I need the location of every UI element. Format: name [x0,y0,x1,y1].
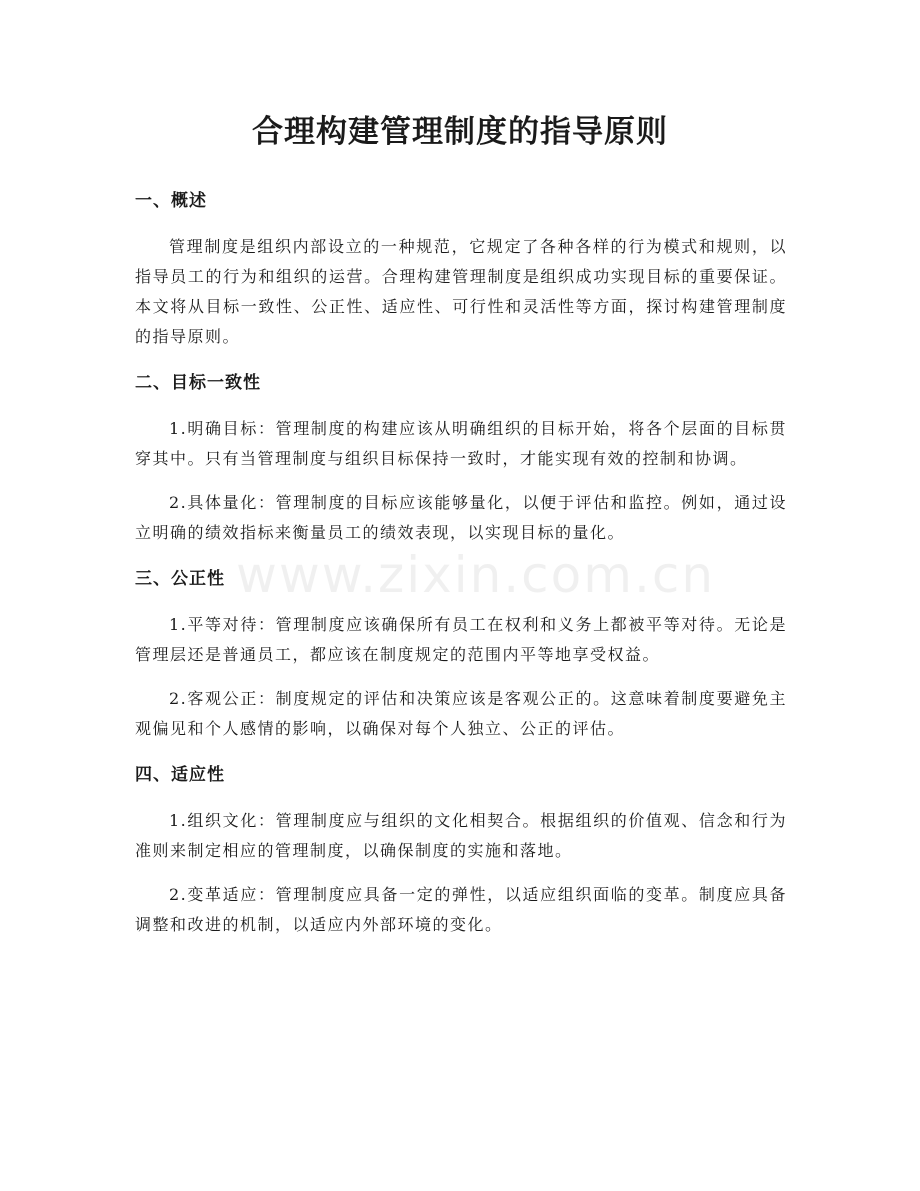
section-goal-consistency [135,366,787,548]
paragraph: 2.变革适应：管理制度应具备一定的弹性，以适应组织面临的变革。制度应具备调整和改进的机制，以适应内外部环境的变化。 [135,885,787,934]
section-heading: 四、适应性 [135,765,225,785]
paragraph: 2.具体量化：管理制度的目标应该能够量化，以便于评估和监控。例如，通过设立明确的绩效指标来衡量员工的绩效表现，以实现目标的量化。 [135,493,787,542]
paragraph: 1.平等对待：管理制度应该确保所有员工在权利和义务上都被平等对待。无论是管理层还是普通员工，都应该在制度规定的范围内平等地享受权益。 [135,615,787,664]
section-fairness [135,562,787,744]
document-title: 合理构建管理制度的指导原则 [252,114,668,150]
section-heading: 一、概述 [135,191,207,211]
paragraph: 管理制度是组织内部设立的一种规范，它规定了各种各样的行为模式和规则，以指导员工的行为和组织的运营。合理构建管理制度是组织成功实现目标的重要保证。本文将从目标一致性、公正性、适应性、可行性和灵活性等方面，探讨构建管理制度的指导原则。 [135,237,787,346]
section-overview [135,184,787,352]
document-body [135,184,787,954]
paragraph: 1.明确目标：管理制度的构建应该从明确组织的目标开始，将各个层面的目标贯穿其中。只有当管理制度与组织目标保持一致时，才能实现有效的控制和协调。 [135,419,787,468]
watermark: www.zixin.com.cn [236,546,716,604]
section-adaptability [135,758,787,940]
paragraph: 2.客观公正：制度规定的评估和决策应该是客观公正的。这意味着制度要避免主观偏见和个人感情的影响，以确保对每个人独立、公正的评估。 [135,689,787,738]
section-heading: 二、目标一致性 [135,373,261,393]
section-heading: 三、公正性 [135,569,225,589]
paragraph: 1.组织文化：管理制度应与组织的文化相契合。根据组织的价值观、信念和行为准则来制定相应的管理制度，以确保制度的实施和落地。 [135,811,787,860]
